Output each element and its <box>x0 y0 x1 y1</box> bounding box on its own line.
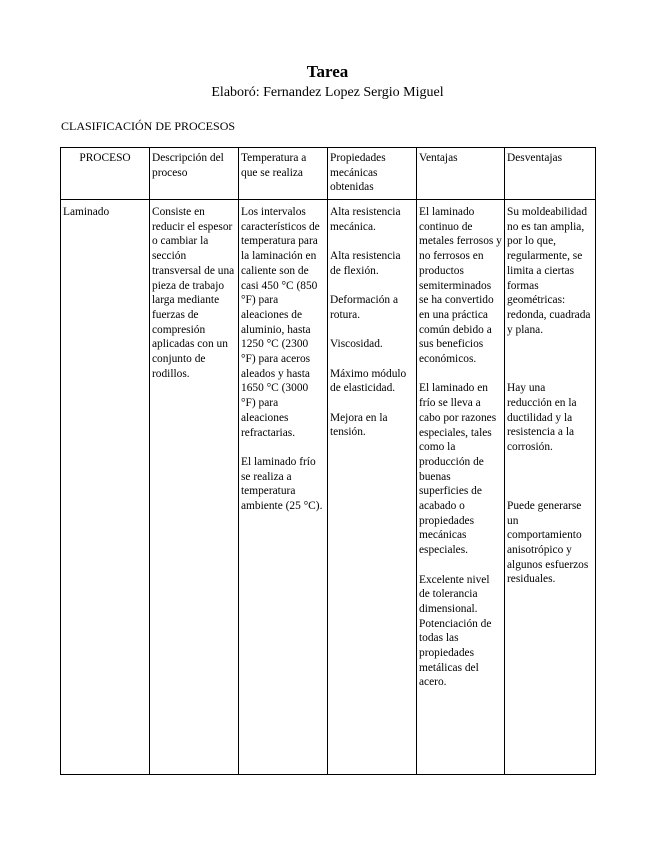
author-line: Elaboró: Fernandez Lopez Sergio Miguel <box>211 85 444 100</box>
propiedad-item: Alta resistencia de flexión. <box>330 250 401 277</box>
cell-temperatura <box>239 200 328 775</box>
header-desventajas: Desventajas <box>505 148 596 200</box>
desventaja-paragraph: Hay una reducción en la ductilidad y la resistencia a la corrosión. <box>507 382 577 454</box>
header-descripcion: Descripción del proceso <box>150 148 239 200</box>
cell-proceso: Laminado <box>61 200 150 775</box>
table-row <box>61 200 596 775</box>
header-ventajas: Ventajas <box>417 148 505 200</box>
process-classification-table <box>60 147 596 775</box>
temperatura-paragraph: Los intervalos característicos de temperatura para la laminación en caliente son de casi 450 °C (850 °F) para aleaciones de aluminio, hasta 1250 °C (2300 °F) para aceros aleados y hasta 1650 °C (3000 °F) para aleaciones refractarias. <box>241 206 320 439</box>
cell-descripcion: Consiste en reducir el espesor o cambiar la sección transversal de una pieza de trabajo larga mediante fuerzas de compresión aplicadas con un conjunto de rodillos. <box>150 200 239 775</box>
cell-propiedades <box>328 200 417 775</box>
cell-ventajas <box>417 200 505 775</box>
propiedad-item: Alta resistencia mecánica. <box>330 206 401 233</box>
table-header-row <box>61 148 596 200</box>
ventaja-paragraph: El laminado en frío se lleva a cabo por razones especiales, tales como la producción de buenas superficies de acabado o propiedades mecánicas especiales. <box>419 382 497 557</box>
propiedad-item: Máximo módulo de elasticidad. <box>330 367 407 395</box>
ventaja-paragraph: Excelente nivel de tolerancia dimensional. <box>419 573 490 615</box>
page-title: Tarea <box>306 62 349 81</box>
propiedad-item: Viscosidad. <box>330 338 383 351</box>
desventaja-paragraph: Su moldeabilidad no es tan amplia, por lo que, regularmente, se limita a ciertas formas geométricas: redonda, cuadrada y plana. <box>507 206 591 336</box>
ventaja-paragraph: Potenciación de todas las propiedades metálicas del acero. <box>419 617 492 689</box>
propiedad-item: Deformación a rotura. <box>330 294 398 321</box>
desventaja-paragraph: Puede generarse un comportamiento anisotrópico y algunos esfuerzos residuales. <box>507 499 589 586</box>
section-heading: CLASIFICACIÓN DE PROCESOS <box>61 119 236 133</box>
ventaja-paragraph: El laminado continuo de metales ferrosos y no ferrosos en productos semiterminados se ha convertido en una práctica común debido a sus beneficios económicos. <box>419 206 502 366</box>
propiedad-item: Mejora en la tensión. <box>330 411 388 439</box>
temperatura-paragraph: El laminado frío se realiza a temperatura ambiente (25 °C). <box>241 455 323 513</box>
header-proceso: PROCESO <box>61 148 150 200</box>
header-temperatura: Temperatura a que se realiza <box>239 148 328 200</box>
cell-desventajas <box>505 200 596 775</box>
header-propiedades: Propiedades mecánicas obtenidas <box>328 148 417 200</box>
